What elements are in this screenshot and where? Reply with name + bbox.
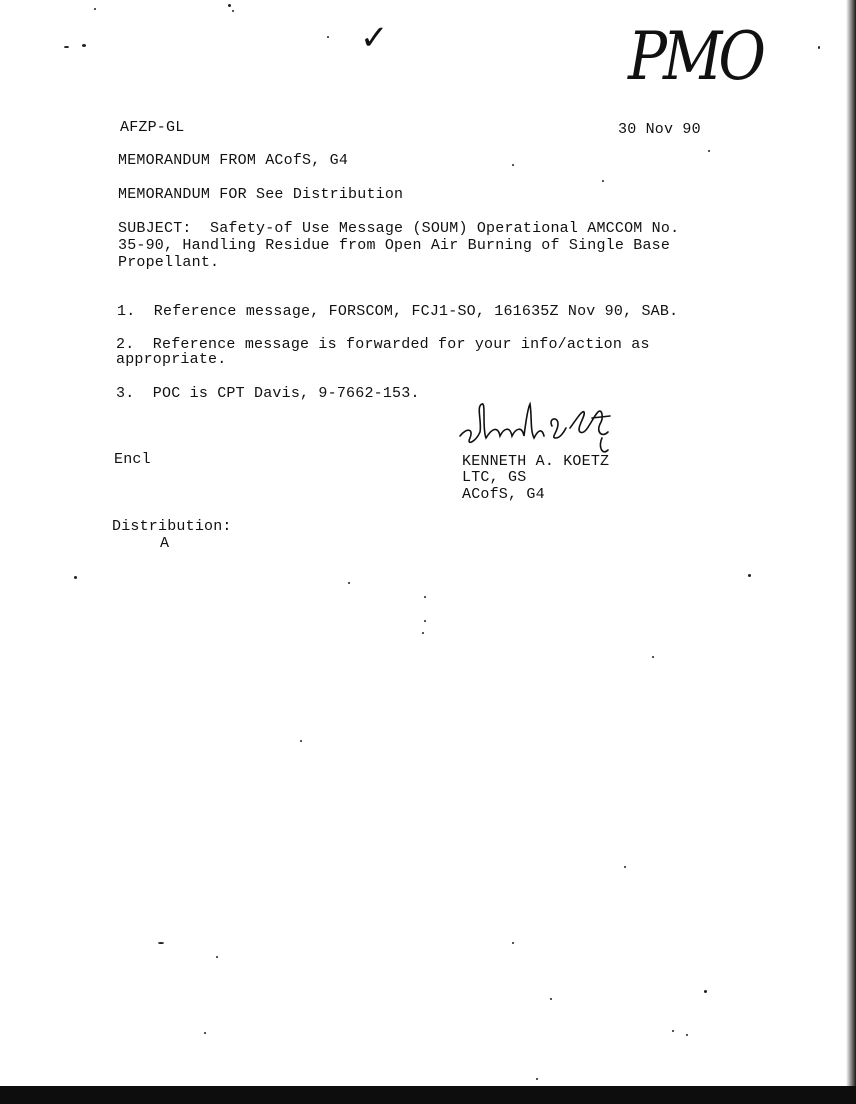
scan-speck (708, 150, 710, 152)
memo-from-line: MEMORANDUM FROM ACofS, G4 (118, 152, 349, 169)
scan-speck (348, 582, 350, 584)
scan-speck (686, 1034, 688, 1036)
scan-speck (216, 956, 218, 958)
enclosure-label: Encl (114, 451, 151, 468)
scan-speck (624, 866, 626, 868)
scan-right-edge (846, 0, 856, 1104)
scan-speck (748, 574, 751, 577)
scan-speck (672, 1030, 674, 1032)
paragraph-2-line-2: appropriate. (116, 351, 227, 368)
subject-line-2: 35-90, Handling Residue from Open Air Burning of Single Base (118, 237, 671, 254)
check-mark-annotation: ✓ (360, 18, 389, 58)
signer-rank: LTC, GS (462, 469, 527, 486)
paragraph-1: 1. Reference message, FORSCOM, FCJ1-SO, 161635Z Nov 90, SAB. (117, 303, 679, 320)
handwritten-signature (452, 398, 622, 460)
signer-name: KENNETH A. KOETZ (462, 453, 610, 470)
scan-speck (818, 46, 820, 49)
scan-speck (602, 180, 604, 182)
scan-bottom-edge (0, 1086, 856, 1104)
subject-line-3: Propellant. (118, 254, 220, 271)
scan-speck (424, 620, 426, 622)
scan-speck (512, 942, 514, 944)
scan-speck (424, 596, 426, 598)
scan-speck (327, 36, 329, 38)
memo-for-line: MEMORANDUM FOR See Distribution (118, 186, 404, 203)
distribution-value: A (160, 535, 170, 552)
signer-title: ACofS, G4 (462, 486, 545, 503)
scan-speck (82, 44, 86, 47)
subject-line-1: SUBJECT: Safety-of Use Message (SOUM) Operational AMCCOM No. (118, 220, 680, 237)
distribution-label: Distribution: (112, 518, 232, 535)
scan-speck (204, 1032, 206, 1034)
scan-speck (652, 656, 654, 658)
scan-speck (158, 942, 164, 944)
scan-speck (704, 990, 707, 993)
memo-date: 30 Nov 90 (618, 121, 701, 138)
scan-speck (512, 164, 514, 166)
scan-speck (94, 8, 96, 10)
scan-speck (232, 10, 234, 12)
paragraph-2-line-1: 2. Reference message is forwarded for your info/action as (116, 336, 650, 353)
paragraph-3: 3. POC is CPT Davis, 9-7662-153. (116, 385, 420, 402)
scan-speck (550, 998, 552, 1000)
pmo-handwritten-annotation: PMO (628, 16, 762, 96)
scan-speck (422, 632, 424, 634)
office-symbol: AFZP-GL (120, 119, 185, 136)
scan-speck (300, 740, 302, 742)
scan-speck (74, 576, 77, 579)
scan-speck (536, 1078, 538, 1080)
scan-speck (64, 46, 69, 48)
scan-speck (228, 4, 231, 7)
